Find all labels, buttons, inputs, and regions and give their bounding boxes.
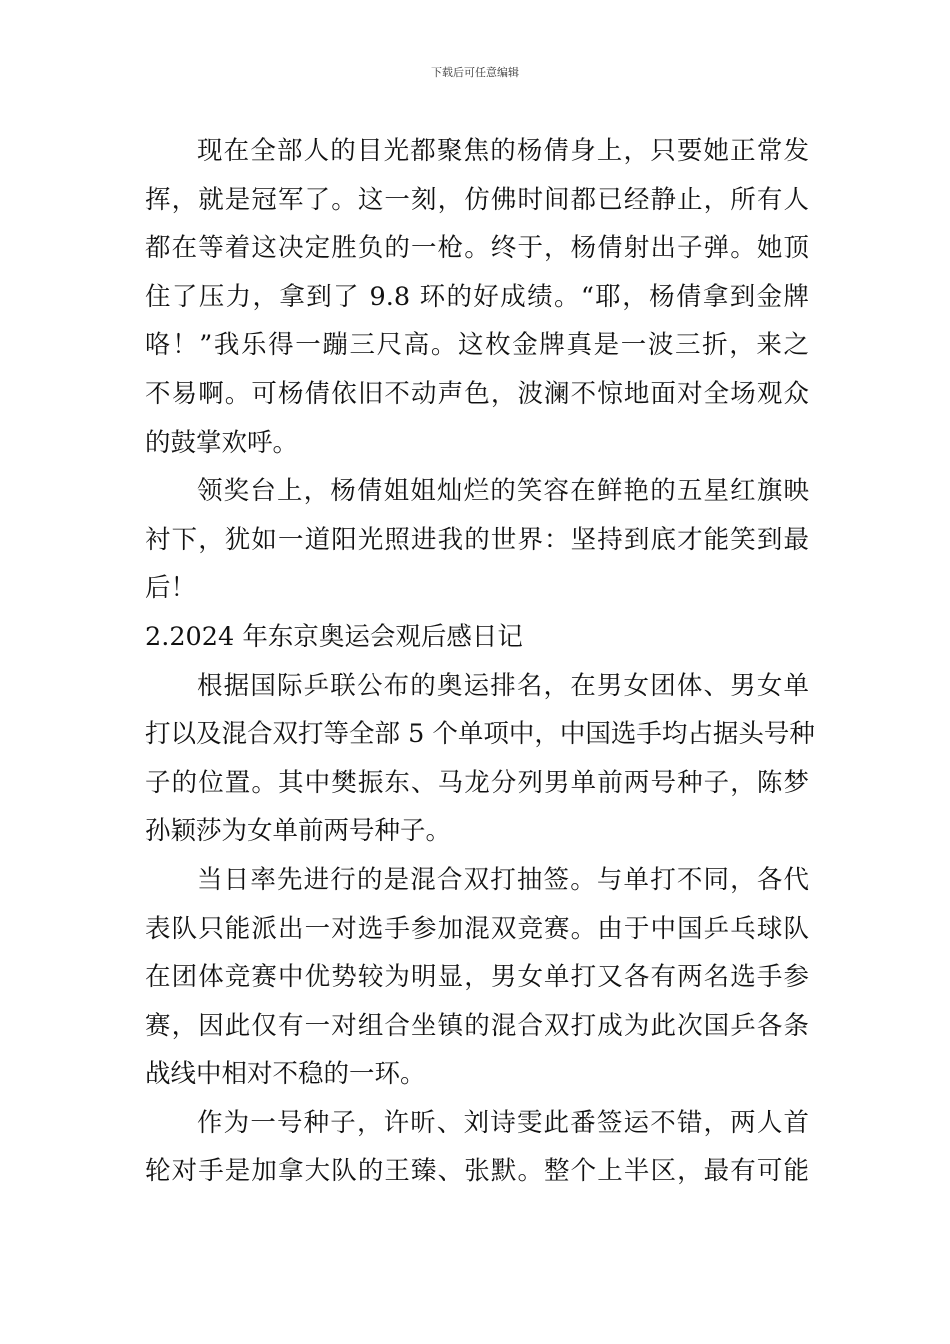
text-line: 的鼓掌欢呼。	[145, 427, 299, 458]
text-line: 表队只能派出一对选手参加混双竞赛。由于中国乒乓球队	[145, 913, 809, 944]
text-line: 子的位置。其中樊振东、马龙分列男单前两号种子，陈梦	[145, 767, 809, 798]
text-line: 战线中相对不稳的一环。	[145, 1059, 426, 1090]
text-line: 住了压力，拿到了 9.8 环的好成绩。“耶，杨倩拿到金牌	[145, 281, 809, 312]
text-line: 根据国际乒联公布的奥运排名，在男女团体、男女单	[197, 670, 809, 701]
section-heading: 2.2024 年东京奥运会观后感日记	[145, 621, 523, 652]
text-line: 挥，就是冠军了。这一刻，仿佛时间都已经静止，所有人	[145, 184, 809, 215]
text-line: 作为一号种子，许昕、刘诗雯此番签运不错，两人首	[197, 1107, 809, 1138]
text-line: 赛，因此仅有一对组合坐镇的混合双打成为此次国乒各条	[145, 1010, 809, 1041]
document-body	[145, 127, 815, 1196]
text-line: 不易啊。可杨倩依旧不动声色，波澜不惊地面对全场观众	[145, 378, 809, 409]
text-line: 轮对手是加拿大队的王臻、张默。整个上半区，最有可能	[145, 1156, 809, 1187]
text-line: 咯！”我乐得一蹦三尺高。这枚金牌真是一波三折，来之	[145, 330, 809, 361]
text-line: 在团体竞赛中优势较为明显，男女单打又各有两名选手参	[145, 962, 809, 993]
text-line: 领奖台上，杨倩姐姐灿烂的笑容在鲜艳的五星红旗映	[197, 476, 809, 507]
paragraph	[145, 1099, 809, 1196]
text-line: 当日率先进行的是混合双打抽签。与单打不同，各代	[197, 864, 809, 895]
paragraph	[145, 127, 809, 467]
paragraph	[145, 662, 815, 856]
paragraph	[145, 467, 809, 613]
text-line: 都在等着这决定胜负的一枪。终于，杨倩射出子弹。她顶	[145, 233, 809, 264]
page-header: 下载后可任意编辑	[431, 66, 519, 79]
text-line: 后！	[145, 573, 197, 604]
text-line: 打以及混合双打等全部 5 个单项中，中国选手均占据头号种	[145, 719, 815, 750]
text-line: 衬下，犹如一道阳光照进我的世界：坚持到底才能笑到最	[145, 524, 809, 555]
text-line: 现在全部人的目光都聚焦的杨倩身上，只要她正常发	[197, 136, 809, 166]
paragraph	[145, 856, 809, 1099]
text-line: 孙颖莎为女单前两号种子。	[145, 816, 452, 847]
